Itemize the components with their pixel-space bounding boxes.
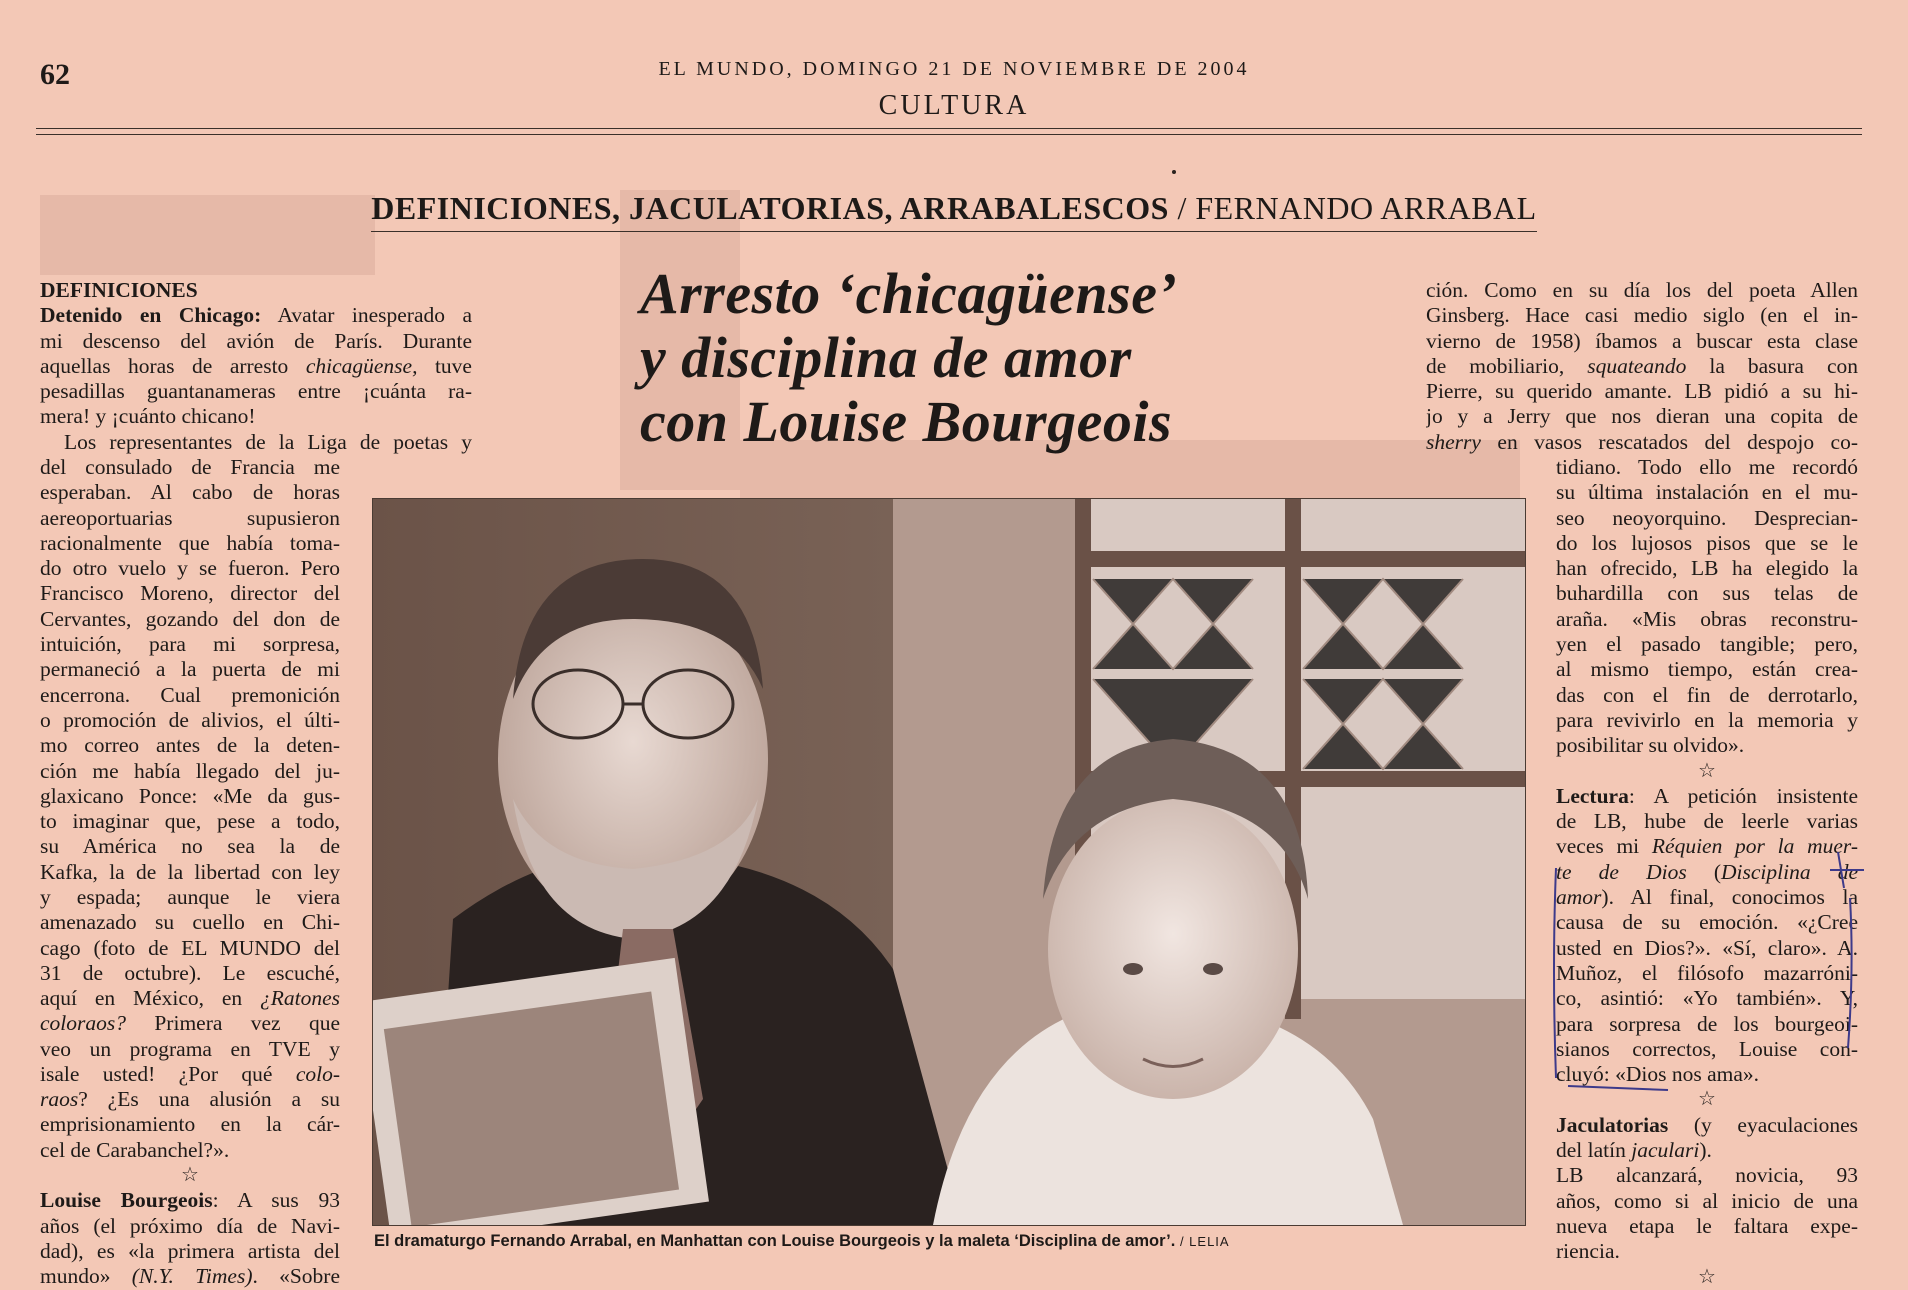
text-line: ción me había llegado del ju-	[40, 758, 340, 783]
column-left-narrow-end: aquí en México, en ¿Ratones coloraos? Primera vez que veo un programa en TVE y isale usted! ¿Por qué colo- raos? ¿Es una alusión a su emprisionamiento en la cár- cel de Carabanchel?». ☆ Louise Bourgeois: A sus 93 años (el próximo día de Navi- dad), es «la primera artista del mundo» (N.Y. Times). «Sobre	[40, 986, 340, 1289]
column-right-top: ción. Como en su día los del poeta Allen Ginsberg. Hace casi medio siglo (en el in- vierno de 1958) íbamos a buscar esta clase de mobiliario, squateando la basura con Pierre, su querido amante. LB pidió a su hi- jo y a Jerry que nos dieran una copita de sherry en vasos rescatados del despojo co-	[1426, 278, 1858, 454]
star-separator: ☆	[1698, 1265, 1716, 1288]
entry-term: Louise Bourgeois	[40, 1188, 213, 1213]
text-line: intuición, para mi sorpresa,	[40, 632, 340, 657]
text-line: han ofrecido, LB ha elegido la	[1556, 556, 1858, 581]
column-left-top: DEFINICIONES Detenido en Chicago: Avatar inesperado a mi descenso del avión de París. Durante aquellas horas de arresto chicagüense, tuve pesadillas guantanameras entre ¡cuánta ra- mera! y ¡cuánto chicano! Los representantes de la Liga de poetas y	[40, 278, 472, 454]
masthead: EL MUNDO, DOMINGO 21 DE NOVIEMBRE DE 2004	[658, 58, 1250, 80]
text-line: sianos correctos, Louise con-	[1556, 1036, 1858, 1061]
entry-term: Lectura	[1556, 783, 1629, 808]
text-line: to imaginar que, pese a todo,	[40, 809, 340, 834]
column-kicker	[0, 190, 1908, 232]
text-line: yen el pasado tangible; pero,	[1556, 632, 1858, 657]
text-line: glaxicano Ponce: «Me da gus-	[40, 783, 340, 808]
text-line: co, asintió: «Yo también». Y,	[1556, 986, 1858, 1011]
star-separator: ☆	[1698, 759, 1716, 782]
headline-line: y disciplina de amor	[640, 325, 1132, 390]
text-line: causa de su emoción. «¿Cree	[1556, 910, 1858, 935]
headline-line: con Louise Bourgeois	[640, 389, 1173, 454]
text-line: buhardilla con sus telas de	[1556, 581, 1858, 606]
text-line: para revivirlo en la memoria y	[1556, 707, 1858, 732]
text-line: amenazado su cuello en Chi-	[40, 910, 340, 935]
column-left-narrow	[40, 455, 340, 986]
text-line: permaneció a la puerta de mi	[40, 657, 340, 682]
text-line: mo correo antes de la deten-	[40, 733, 340, 758]
text-line: seo neoyorquino. Desprecian-	[1556, 505, 1858, 530]
text-line: usted en Dios?». «Sí, claro». A.	[1556, 935, 1858, 960]
header-rule-top	[36, 128, 1862, 129]
text-line: su América no sea la de	[40, 834, 340, 859]
text-line: Muñoz, el filósofo mazarróni-	[1556, 960, 1858, 985]
text-line: araña. «Mis obras reconstru-	[1556, 606, 1858, 631]
text-line: 31 de octubre). Le escuché,	[40, 960, 340, 985]
entry-term: Detenido en Chicago:	[40, 303, 262, 328]
text-line: racionalmente que había toma-	[40, 530, 340, 555]
text-line: al mismo tiempo, están crea-	[1556, 657, 1858, 682]
text-line: Kafka, la de la libertad con ley	[40, 859, 340, 884]
text-line: encerrona. Cual premonición	[40, 682, 340, 707]
text-line: o promoción de alivios, el últi-	[40, 707, 340, 732]
section-title: CULTURA	[878, 90, 1030, 121]
column-right-narrow: tidiano. Todo ello me recordó su última instalación en el mu- seo neoyorquino. Desprecian- do los lujosos pisos que se le han ofrecido, LB ha elegido la buhardilla con sus telas de araña. «Mis obras reconstru- yen el pasado tangible; pero, al mismo tiempo, están crea- das con el fin de derrotarlo, para revivirlo en la memoria y posibilitar su olvido». ☆ Lectura: A petición insistente de LB, hube de leerle varias veces mi Réquien por la muer- te de Dios (Disciplina de amor). Al final, conocimos la causa de su emoción. «¿Cree usted en Dios?». «Sí, claro». A. Muñoz, el filósofo mazarróni- co, asintió: «Yo también». Y, para sorpresa de los bourgeoi- sianos correctos, Louise con- cluyó: «Dios nos ama». ☆ Jaculatorias (y eyaculaciones del latín jaculari). LB alcanzará, novicia, 93 años, como si al inicio de una nueva etapa le faltara expe- riencia. ☆	[1556, 455, 1858, 1290]
star-separator: ☆	[181, 1164, 199, 1187]
text-line: Cervantes, gozando del don de	[40, 606, 340, 631]
text-line: cluyó: «Dios nos ama».	[1556, 1062, 1760, 1087]
section-heading: DEFINICIONES	[40, 278, 198, 302]
text-line: del consulado de Francia me	[40, 455, 340, 479]
kicker-series: DEFINICIONES, JACULATORIAS, ARRABALESCOS	[371, 190, 1169, 226]
text-line: cago (foto de EL MUNDO del	[40, 935, 340, 960]
ink-speck	[1172, 170, 1176, 174]
text-line: para sorpresa de los bourgeoi-	[1556, 1011, 1858, 1036]
headline	[640, 262, 1280, 454]
text-line: y espada; aunque le viera	[40, 885, 340, 910]
text-line: aereoportuarias supusieron	[40, 505, 340, 530]
star-separator: ☆	[1698, 1088, 1716, 1111]
text-line: do los lujosos pisos que se le	[1556, 530, 1858, 555]
photo-caption: El dramaturgo Fernando Arrabal, en Manhattan con Louise Bourgeois y la maleta ‘Disciplina de amor’. / LELIA	[374, 1232, 1230, 1250]
kicker-author: FERNANDO ARRABAL	[1195, 190, 1537, 226]
header-rule-bottom	[36, 134, 1862, 135]
kicker-separator: /	[1168, 190, 1196, 226]
text-line: do otro vuelo y se fueron. Pero	[40, 556, 340, 581]
page-number: 62	[40, 58, 70, 91]
text-line: Francisco Moreno, director del	[40, 581, 340, 606]
text-line: esperaban. Al cabo de horas	[40, 480, 340, 505]
news-photo	[372, 498, 1526, 1226]
text-line: posibilitar su olvido».	[1556, 733, 1745, 758]
entry-term: Jaculatorias	[1556, 1112, 1669, 1137]
photo-credit: / LELIA	[1175, 1234, 1230, 1249]
text-line: das con el fin de derrotarlo,	[1556, 682, 1858, 707]
headline-line: Arresto ‘chicagüense’	[640, 261, 1178, 326]
text-line: tidiano. Todo ello me recordó	[1556, 455, 1858, 479]
photo-illustration	[373, 499, 1525, 1225]
text-line: su última instalación en el mu-	[1556, 480, 1858, 505]
